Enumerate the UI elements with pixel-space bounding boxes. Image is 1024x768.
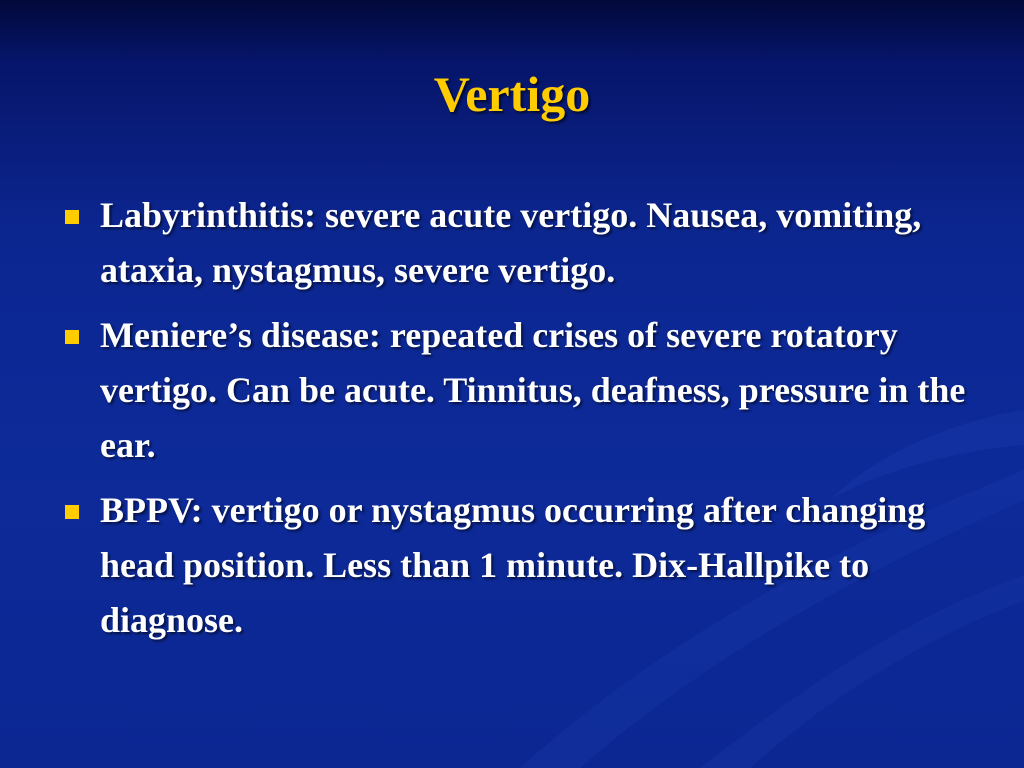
square-bullet-icon [65, 210, 79, 224]
bullet-list [62, 188, 982, 658]
bullet-item-labyrinthitis [62, 188, 982, 298]
slide-title: Vertigo [433, 66, 591, 122]
bullet-item-bppv [62, 483, 982, 648]
bullet-item-meniere [62, 308, 982, 473]
bullet-text: Labyrinthitis: severe acute vertigo. Nausea, vomiting, ataxia, nystagmus, severe vertigo. [100, 195, 922, 290]
square-bullet-icon [65, 505, 79, 519]
bullet-text: BPPV: vertigo or nystagmus occurring after changing head position. Less than 1 minute. Dix-Hallpike to diagnose. [100, 490, 926, 640]
square-bullet-icon [65, 330, 79, 344]
bullet-text: Meniere’s disease: repeated crises of severe rotatory vertigo. Can be acute. Tinnitus, deafness, pressure in the ear. [100, 315, 966, 465]
